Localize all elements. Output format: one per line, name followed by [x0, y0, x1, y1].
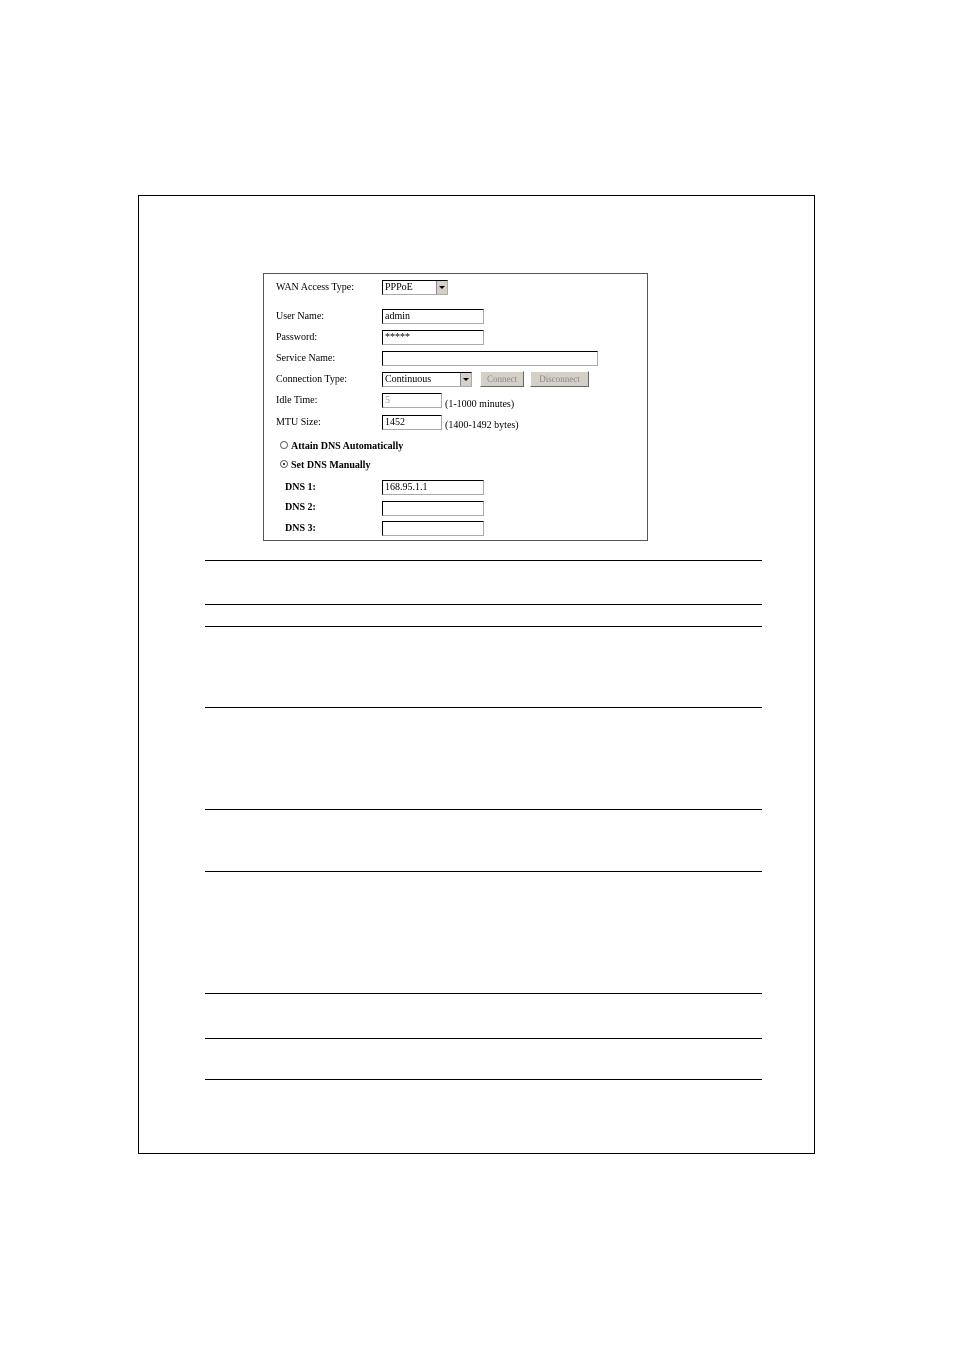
set-dns-manually-radio[interactable]	[280, 460, 288, 468]
connection-type-value: Continuous	[385, 374, 432, 385]
table-rule	[205, 1038, 762, 1039]
wan-access-type-label: WAN Access Type:	[276, 282, 354, 293]
table-rule	[205, 626, 762, 627]
idle-time-input[interactable]: 5	[382, 393, 442, 408]
idle-time-label: Idle Time:	[276, 395, 318, 406]
chevron-down-icon[interactable]	[460, 373, 471, 386]
table-rule	[205, 560, 762, 561]
user-name-label: User Name:	[276, 311, 325, 322]
connection-type-select[interactable]	[382, 372, 472, 387]
password-label: Password:	[276, 332, 318, 343]
service-name-input[interactable]	[382, 351, 598, 366]
user-name-input[interactable]: admin	[382, 309, 484, 324]
dns2-input[interactable]	[382, 501, 484, 516]
table-rule	[205, 809, 762, 810]
wan-access-type-select[interactable]	[382, 280, 448, 295]
dns1-label: DNS 1:	[285, 482, 316, 493]
dns3-label: DNS 3:	[285, 523, 316, 534]
password-input[interactable]: *****	[382, 330, 484, 345]
dns2-label: DNS 2:	[285, 502, 316, 513]
table-rule	[205, 871, 762, 872]
mtu-size-hint: (1400-1492 bytes)	[445, 420, 519, 431]
idle-time-hint: (1-1000 minutes)	[445, 399, 515, 410]
mtu-size-input[interactable]: 1452	[382, 415, 442, 430]
table-rule	[205, 1079, 762, 1080]
wan-access-type-value: PPPoE	[385, 282, 413, 293]
connect-button[interactable]: Connect	[480, 371, 524, 387]
mtu-size-label: MTU Size:	[276, 417, 321, 428]
table-rule	[205, 604, 762, 605]
chevron-down-icon[interactable]	[436, 281, 447, 294]
dns3-input[interactable]	[382, 521, 484, 536]
connection-type-label: Connection Type:	[276, 374, 348, 385]
attain-dns-auto-label: Attain DNS Automatically	[291, 441, 404, 452]
set-dns-manually-label: Set DNS Manually	[291, 460, 371, 471]
disconnect-button[interactable]: Disconnect	[530, 371, 589, 387]
attain-dns-auto-radio[interactable]	[280, 441, 288, 449]
dns1-input[interactable]: 168.95.1.1	[382, 480, 484, 495]
table-rule	[205, 993, 762, 994]
service-name-label: Service Name:	[276, 353, 336, 364]
table-rule	[205, 707, 762, 708]
